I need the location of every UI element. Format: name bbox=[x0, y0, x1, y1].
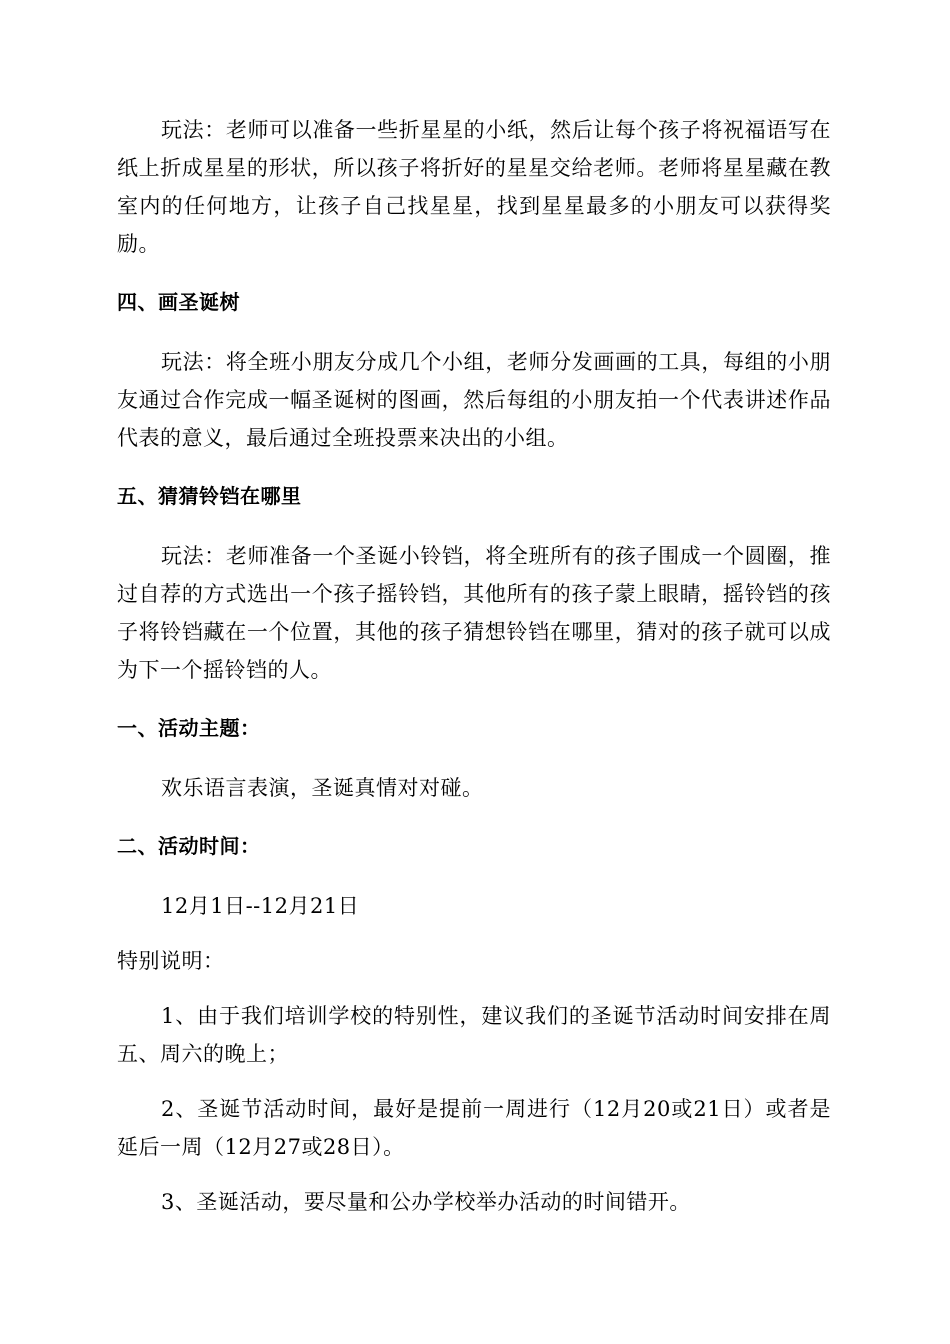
paragraph-note-3: 3、圣诞活动，要尽量和公办学校举办活动的时间错开。 bbox=[161, 1190, 691, 1214]
paragraph-star-game-rules: 玩法：老师可以准备一些折星星的小纸，然后让每个孩子将祝福语写在纸上折成星星的形状，所以孩子将折好的星星交给老师。老师将星星藏在教室内的任何地方，让孩子自己找星星，找到星星最多的小朋友可以获得奖励。 bbox=[117, 118, 831, 256]
paragraph-bell-game-rules: 玩法：老师准备一个圣诞小铃铛，将全班所有的孩子围成一个圆圈，推过自荐的方式选出一个孩子摇铃铛，其他所有的孩子蒙上眼睛，摇铃铛的孩子将铃铛藏在一个位置，其他的孩子猜想铃铛在哪里，猜对的孩子就可以成为下一个摇铃铛的人。 bbox=[117, 544, 831, 682]
paragraph-tree-game-rules: 玩法：将全班小朋友分成几个小组，老师分发画画的工具，每组的小朋友通过合作完成一幅圣诞树的图画，然后每组的小朋友拍一个代表讲述作品代表的意义，最后通过全班投票来决出的小组。 bbox=[117, 350, 831, 450]
heading-activity-theme: 一、活动主题： bbox=[117, 716, 261, 740]
heading-activity-time: 二、活动时间： bbox=[117, 834, 261, 858]
paragraph-special-note-label: 特别说明： bbox=[117, 949, 225, 973]
paragraph-note-1: 1、由于我们培训学校的特别性，建议我们的圣诞节活动时间安排在周五、周六的晚上； bbox=[117, 1004, 831, 1066]
paragraph-note-2: 2、圣诞节活动时间，最好是提前一周进行（12月20或21日）或者是延后一周（12月27或28日）。 bbox=[117, 1097, 831, 1159]
document-body bbox=[117, 111, 831, 1221]
heading-draw-christmas-tree: 四、画圣诞树 bbox=[117, 290, 240, 314]
paragraph-activity-dates: 12月1日--12月21日 bbox=[161, 894, 360, 918]
paragraph-activity-theme: 欢乐语言表演，圣诞真情对对碰。 bbox=[161, 776, 484, 800]
heading-guess-bell: 五、猜猜铃铛在哪里 bbox=[117, 484, 302, 508]
